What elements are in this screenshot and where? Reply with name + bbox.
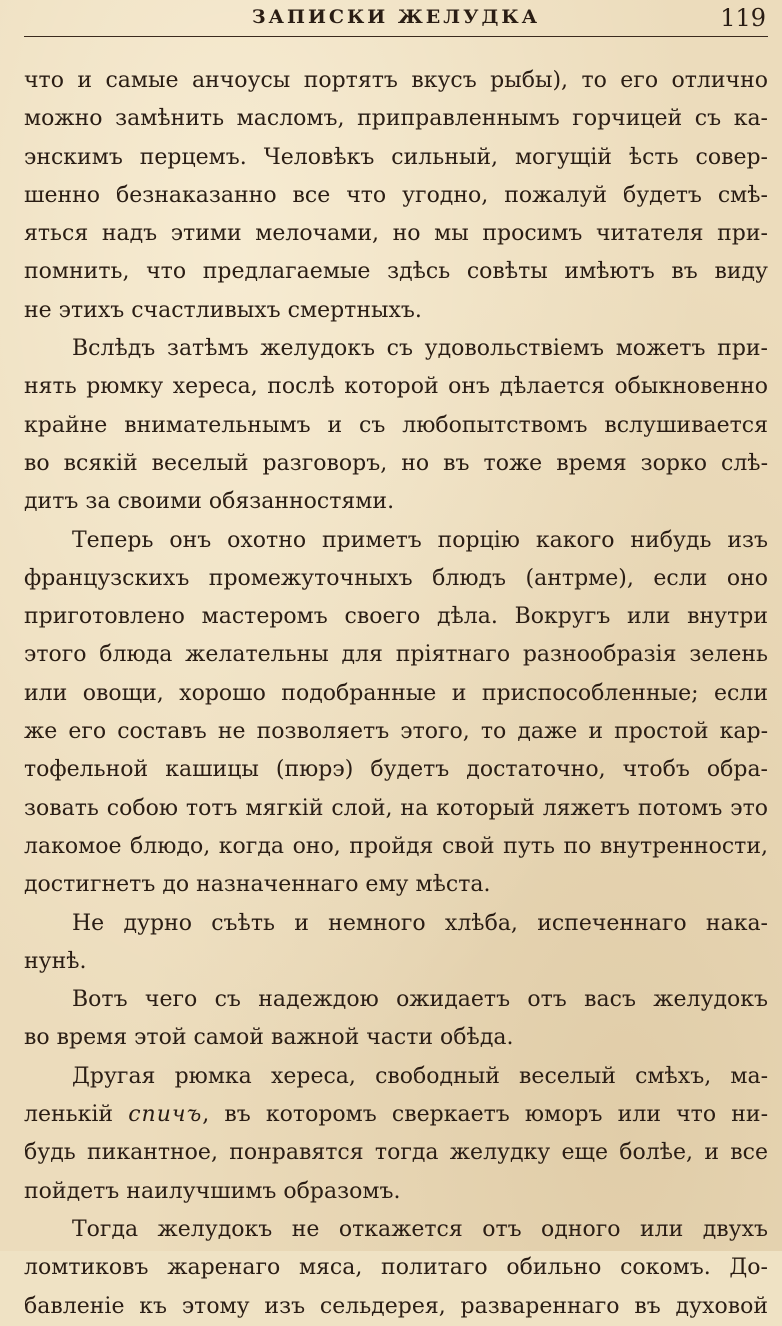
text-line: энскимъ перцемъ. Человѣкъ сильный, могущій ѣсть совер- — [24, 144, 768, 170]
text-line: зовать собою тотъ мягкій слой, на который ляжетъ потомъ это — [24, 795, 768, 821]
text-line: или овощи, хорошо подобранные и приспособленные; если — [24, 680, 768, 706]
text-line: тофельной кашицы (пюрэ) будетъ достаточно, чтобъ обра- — [24, 757, 768, 783]
text-line: во всякій веселый разговоръ, но въ тоже время зорко слѣ- — [24, 450, 768, 476]
text-line: крайне внимательнымъ и съ любопытствомъ вслушивается — [24, 412, 768, 438]
running-title: ЗАПИСКИ ЖЕЛУДКА — [251, 6, 541, 28]
text-line: дитъ за своими обязанностями. — [24, 489, 395, 515]
text-line: шенно безнаказанно все что угодно, пожалуй будетъ смѣ- — [24, 182, 768, 208]
text-line: Вотъ чего съ надеждою ожидаетъ отъ васъ желудокъ — [72, 987, 768, 1013]
italic-word: спичъ — [128, 1102, 203, 1128]
text-line: Другая рюмка хереса, свободный веселый смѣхъ, ма- — [72, 1063, 768, 1089]
text-line: Тогда желудокъ не откажется отъ одного или двухъ — [72, 1216, 768, 1242]
text-line: не этихъ счастливыхъ смертныхъ. — [24, 297, 422, 323]
text-line: будь пикантное, понравятся тогда желудку еще болѣе, и все — [24, 1140, 768, 1166]
text-line: яться надъ этими мелочами, но мы просимъ читателя при- — [24, 221, 768, 247]
text-line: пойдетъ наилучшимъ образомъ. — [24, 1178, 401, 1204]
text-line — [24, 1096, 768, 1134]
text-line: бавленіе къ этому изъ сельдерея, развареннаго въ духовой — [24, 1293, 768, 1319]
text-line: во время этой самой важной части обѣда. — [24, 1025, 514, 1051]
text-line: можно замѣнить масломъ, приправленнымъ горчицей съ ка- — [24, 106, 768, 132]
text-line: Не дурно съѣть и немного хлѣба, испеченнаго нака- — [72, 910, 768, 936]
text-line: что и самые анчоусы портятъ вкусъ рыбы), то его отлично — [24, 68, 768, 93]
text-line: приготовлено мастеромъ своего дѣла. Вокругъ или внутри — [24, 604, 768, 630]
text-line: помнить, что предлагаемые здѣсь совѣты имѣютъ въ виду — [24, 259, 768, 285]
text-line: французскихъ промежуточныхъ блюдъ (антрме), если оно — [24, 565, 768, 591]
page-header — [24, 4, 768, 34]
text-line: этого блюда желательны для пріятнаго разнообразія зелень — [24, 642, 768, 668]
text-segment: , въ которомъ сверкаетъ юморъ или что ни- — [202, 1102, 768, 1128]
text-line: Теперь онъ охотно приметъ порцію какого нибудь изъ — [72, 527, 768, 553]
text-line: нять рюмку хереса, послѣ которой онъ дѣлается обыкновенно — [24, 374, 768, 400]
body-text — [24, 62, 768, 1326]
page-number: 119 — [720, 4, 766, 32]
text-segment: ленькій — [24, 1102, 129, 1128]
text-line: достигнетъ до назначеннаго ему мѣста. — [24, 872, 491, 898]
text-line: Вслѣдъ затѣмъ желудокъ съ удовольствіемъ можетъ при- — [72, 336, 768, 362]
text-line: же его составъ не позволяетъ этого, то даже и простой кар- — [24, 719, 768, 745]
text-line: лакомое блюдо, когда оно, пройдя свой путь по внутренности, — [24, 833, 768, 859]
text-line: ломтиковъ жаренаго мяса, политаго обильно сокомъ. До- — [24, 1255, 768, 1281]
text-line: нунѣ. — [24, 948, 87, 974]
header-rule — [24, 36, 768, 37]
